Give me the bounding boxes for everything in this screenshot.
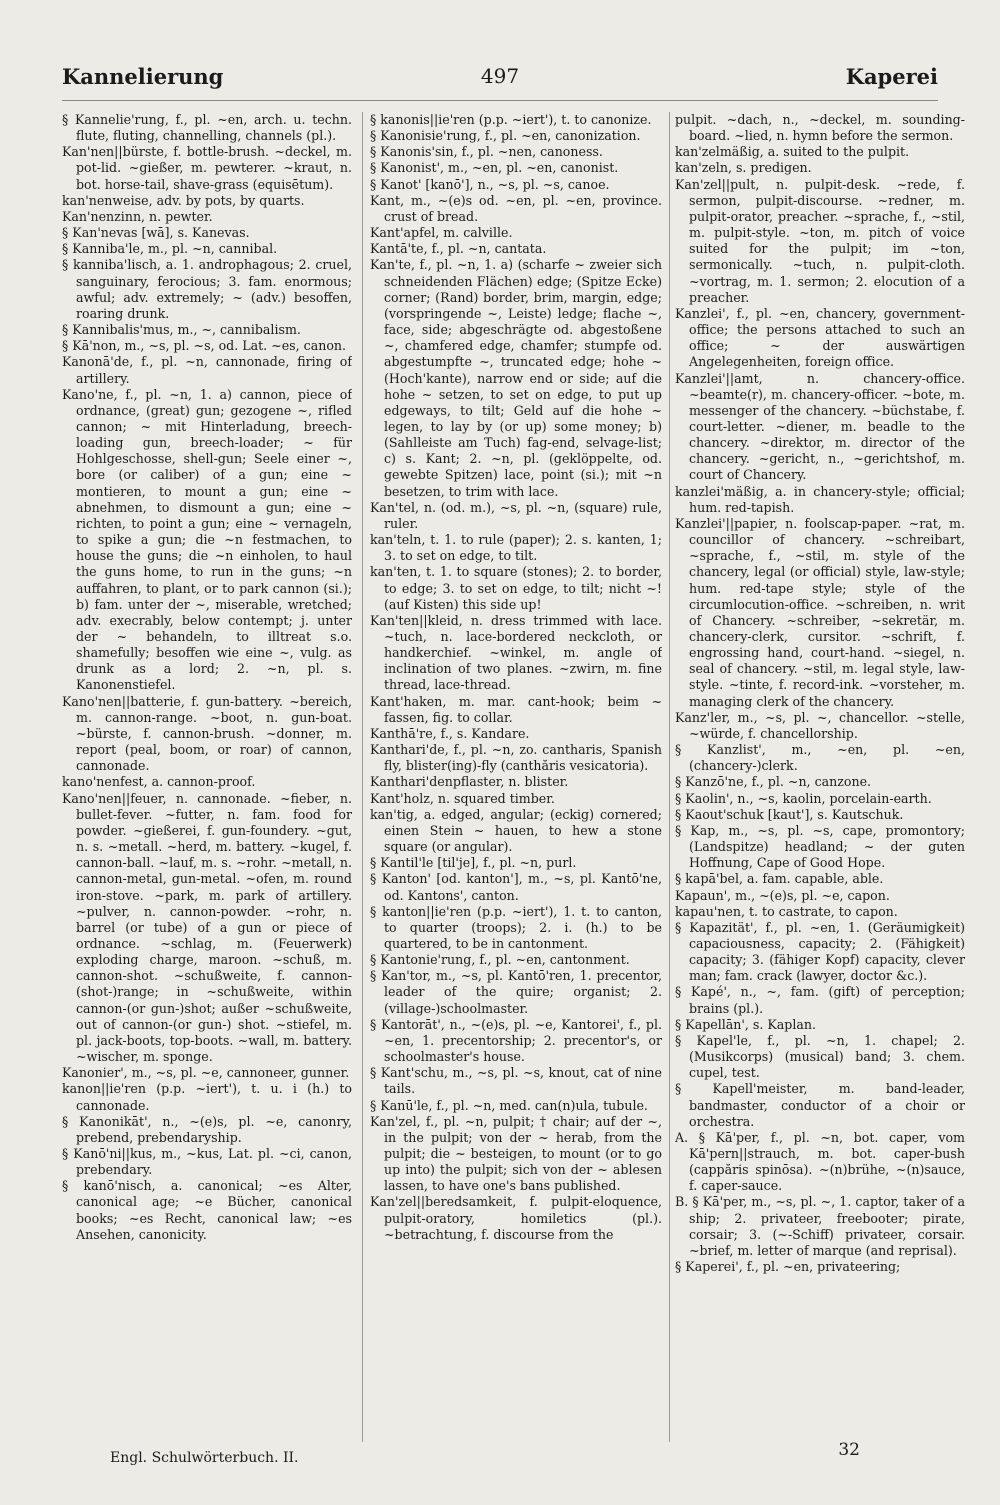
- column-divider: [669, 112, 670, 1442]
- dictionary-entry: Kanthari'de, f., pl. ~n, zo. cantharis, Spanish fly, blister(ing)-fly (canthăris vesicatoria).: [370, 742, 662, 774]
- page-number: 497: [480, 64, 520, 88]
- running-head: [62, 64, 938, 94]
- dictionary-entry: Kapaun', m., ~(e)s, pl. ~e, capon.: [675, 887, 890, 903]
- dictionary-entry: Kan'zel||pult, n. pulpit-desk. ~rede, f. sermon, pulpit-discourse. ~redner, m. pulpit-orator, preacher. ~sprache, f., ~stil, m. pulpit-style. ~ton, m. pitch of voice suited for the pulpit; im ~ton, sermonically. ~tuch, n. pulpit-cloth. ~vortrag, m. 1. sermon; 2. elocution of a preacher.: [675, 176, 965, 305]
- dictionary-entry: § Kantorāt', n., ~(e)s, pl. ~e, Kantorei', f., pl. ~en, 1. precentorship; 2. precentor's, or schoolmaster's house.: [370, 1016, 662, 1065]
- dictionary-entry: § Kant'schu, m., ~s, pl. ~s, knout, cat of nine tails.: [370, 1065, 662, 1097]
- dictionary-entry: § Kanton' [od. kanton'], m., ~s, pl. Kantō'ne, od. Kantons', canton.: [370, 871, 662, 903]
- dictionary-entry: Kano'nen||batterie, f. gun-battery. ~bereich, m. cannon-range. ~boot, n. gun-boat. ~bürste, f. cannon-brush. ~donner, m. report (peal, boom, or roar) of cannon, cannonade.: [62, 693, 352, 774]
- dictionary-entry: Kan'nenzinn, n. pewter.: [62, 208, 213, 224]
- dictionary-entry: Kanzlei'||amt, n. chancery-office. ~beamte(r), m. chancery-officer. ~bote, m. messenger of the chancery. ~büchstabe, f. court-letter. ~diener, m. beadle to the chancery. ~direktor, m. director of the chancery. ~gericht, n., ~gerichtshof, m. court of Chancery.: [675, 370, 965, 483]
- dictionary-entry: § Kannibalis'mus, m., ~, cannibalism.: [62, 322, 301, 338]
- dictionary-entry: § Kanniba'le, m., pl. ~n, cannibal.: [62, 241, 278, 257]
- dictionary-entry: § Kanū'le, f., pl. ~n, med. can(n)ula, tubule.: [370, 1097, 648, 1113]
- dictionary-entry: kanon||ie'ren (p.p. ~iert'), t. u. i (h.) to cannonade.: [62, 1081, 352, 1113]
- dictionary-entry: § Kanonikāt', n., ~(e)s, pl. ~e, canonry, prebend, prebendaryship.: [62, 1113, 352, 1145]
- dictionary-entry: B. § Kā'per, m., ~s, pl. ~, 1. captor, taker of a ship; 2. privateer, freebooter; pirate, corsair; 3. (~-Schiff) privateer, corsair. ~brief, m. letter of marque (and reprisal).: [675, 1194, 965, 1258]
- dictionary-entry: § Kanonist', m., ~en, pl. ~en, canonist.: [370, 160, 619, 176]
- dictionary-entry: § Kaout'schuk [kaut'], s. Kautschuk.: [675, 806, 904, 822]
- dictionary-entry: Kanthari'denpflaster, n. blister.: [370, 774, 569, 790]
- dictionary-entry: Kan'nen||bürste, f. bottle-brush. ~deckel, m. pot-lid. ~gießer, m. pewterer. ~kraut, n. bot. horse-tail, shave-grass (equisētum).: [62, 144, 352, 192]
- dictionary-entry: § kanō'nisch, a. canonical; ~es Alter, canonical age; ~e Bücher, canonical books; ~es Recht, canonical law; ~es Ansehen, canonicity.: [62, 1178, 352, 1242]
- dictionary-entry: § Kapel'le, f., pl. ~n, 1. chapel; 2. (Musikcorps) (musical) band; 3. chem. cupel, test.: [675, 1032, 965, 1081]
- dictionary-entry: kano'nenfest, a. cannon-proof.: [62, 774, 256, 790]
- entry-columns: [62, 112, 965, 1442]
- dictionary-entry: kan'teln, t. 1. to rule (paper); 2. s. kanten, 1; 3. to set on edge, to tilt.: [370, 532, 662, 564]
- dictionary-entry: § Kantil'le [til'je], f., pl. ~n, purl.: [370, 855, 577, 871]
- dictionary-entry: § Kantonie'rung, f., pl. ~en, cantonment.: [370, 952, 630, 968]
- dictionary-entry: kan'ten, t. 1. to square (stones); 2. to border, to edge; 3. to set on edge, to tilt; nicht ~! (auf Kisten) this side up!: [370, 564, 662, 612]
- dictionary-entry: § Kapellān', s. Kaplan.: [675, 1016, 816, 1032]
- dictionary-entry: § Kā'non, m., ~s, pl. ~s, od. Lat. ~es, canon.: [62, 338, 347, 354]
- dictionary-entry: § Kaolin', n., ~s, kaolin, porcelain-earth.: [675, 790, 932, 806]
- dictionary-entry: Kanzlei', f., pl. ~en, chancery, government-office; the persons attached to such an office; ~ der auswärtigen Angelegenheiten, foreign office.: [675, 305, 965, 370]
- column-2: [370, 112, 662, 1442]
- dictionary-entry: Kanonā'de, f., pl. ~n, cannonade, firing of artillery.: [62, 354, 352, 386]
- signature-number: 32: [838, 1440, 860, 1460]
- dictionary-entry: Kant'apfel, m. calville.: [370, 225, 513, 241]
- dictionary-entry: kan'nenweise, adv. by pots, by quarts.: [62, 192, 305, 208]
- dictionary-entry: § kanniba'lisch, a. 1. androphagous; 2. cruel, sanguinary, ferocious; 3. fam. enormous; awful; adv. extremely; ~ (adv.) besoffen, roaring drunk.: [62, 257, 352, 321]
- dictionary-entry: Kant'haken, m. mar. cant-hook; beim ~ fassen, fig. to collar.: [370, 693, 662, 725]
- dictionary-entry: A. § Kā'per, f., pl. ~n, bot. caper, vom Kā'pern||strauch, m. bot. caper-bush (cappăris spinōsa). ~(n)brühe, ~(n)sauce, f. caper-sauce.: [675, 1129, 965, 1194]
- dictionary-entry: § kanton||ie'ren (p.p. ~iert'), 1. t. to canton, to quarter (troops); 2. i. (h.) to be quartered, to be in cantonment.: [370, 903, 662, 951]
- column-1: [62, 112, 352, 1442]
- dictionary-entry: Kanz'ler, m., ~s, pl. ~, chancellor. ~stelle, ~würde, f. chancellorship.: [675, 709, 965, 741]
- dictionary-entry: Kanzlei'||papier, n. foolscap-paper. ~rat, m. councillor of chancery. ~schreibart, ~sprache, f., ~stil, m. style of the chancery, legal (or official) style, law-style; hum. red-tape style; style of the circumlocution-office. ~schreiben, n. writ of Chancery. ~schreiber, ~sekretär, m. chancery-clerk, cursitor. ~schrift, f. engrossing hand, court-hand. ~siegel, n. seal of chancery. ~stil, m. legal style, law-style. ~tinte, f. record-ink. ~vorsteher, m. managing clerk of the chancery.: [675, 515, 965, 709]
- dictionary-entry: § Kapazität', f., pl. ~en, 1. (Geräumigkeit) capaciousness, capacity; 2. (Fähigkeit) capacity; 3. (fähiger Kopf) capacity, clever man; fam. crack (lawyer, doctor &c.).: [675, 919, 965, 984]
- column-3: [675, 112, 965, 1442]
- dictionary-entry: Kan'te, f., pl. ~n, 1. a) (scharfe ~ zweier sich schneidenden Flächen) edge; (Spitze Ecke) corner; (Rand) border, brim, margin, edge; (vorspringende ~, Leiste) ledge; flache ~, face, side; abgeschrägte od. abgestoßene ~, chamfered edge, chamfer; stumpfe od. abgestumpfte ~, truncated edge; hohe ~ (Hoch'kante), narrow end or side; auf die hohe ~ setzen, to set on edge, to put up edgeways, to tilt; Geld auf die hohe ~ legen, to lay by (or up) some money; b) (Sahlleiste am Tuch) fag-end, selvage-list; c) s. Kant; 2. ~n, pl. (geklöppelte, od. gewebte Spitzen) lace, point (si.); mit ~n besetzen, to trim with lace.: [370, 257, 662, 499]
- dictionary-entry: § Kan'tor, m., ~s, pl. Kantō'ren, 1. precentor, leader of the quire; organist; 2. (village-)schoolmaster.: [370, 968, 662, 1016]
- dictionary-entry: § Kannelie'rung, f., pl. ~en, arch. u. techn. flute, fluting, channelling, channels (pl.).: [62, 112, 352, 144]
- column-divider: [362, 112, 363, 1442]
- dictionary-entry: Kant, m., ~(e)s od. ~en, pl. ~en, province. crust of bread.: [370, 192, 662, 224]
- dictionary-entry: kan'zeln, s. predigen.: [675, 160, 812, 176]
- dictionary-entry: kan'tig, a. edged, angular; (eckig) cornered; einen Stein ~ hauen, to hew a stone square (or angular).: [370, 806, 662, 855]
- dictionary-entry: § Kanot' [kanō'], n., ~s, pl. ~s, canoe.: [370, 176, 610, 192]
- dictionary-entry: Kanonier', m., ~s, pl. ~e, cannoneer, gunner.: [62, 1065, 350, 1081]
- dictionary-entry: Kantā'te, f., pl. ~n, cantata.: [370, 241, 547, 257]
- header-rule: [62, 100, 938, 101]
- dictionary-entry: Kan'zel, f., pl. ~n, pulpit; † chair; auf der ~, in the pulpit; von der ~ herab, from the pulpit; die ~ besteigen, to mount (or to go up into) the pulpit; sich von der ~ ablesen lassen, to have one's bans published.: [370, 1113, 662, 1194]
- dictionary-entry: § Kap, m., ~s, pl. ~s, cape, promontory; (Landspitze) headland; ~ der guten Hoffnung, Cape of Good Hope.: [675, 822, 965, 871]
- dictionary-entry: Kan'tel, n. (od. m.), ~s, pl. ~n, (square) rule, ruler.: [370, 499, 662, 531]
- dictionary-entry: § Kapell'meister, m. band-leader, bandmaster, conductor of a choir or orchestra.: [675, 1081, 965, 1129]
- dictionary-entry: kanzlei'mäßig, a. in chancery-style; official; hum. red-tapish.: [675, 483, 965, 515]
- dictionary-entry: Kant'holz, n. squared timber.: [370, 790, 555, 806]
- signature-line: Engl. Schulwörterbuch. II.: [110, 1450, 299, 1466]
- dictionary-entry: § kapā'bel, a. fam. capable, able.: [675, 871, 884, 887]
- dictionary-entry: pulpit. ~dach, n., ~deckel, m. sounding-board. ~lied, n. hymn before the sermon.: [675, 112, 965, 144]
- dictionary-entry: Kan'zel||beredsamkeit, f. pulpit-eloquence, pulpit-oratory, homiletics (pl.). ~betrachtung, f. discourse from the: [370, 1194, 662, 1242]
- dictionary-entry: § kanonis||ie'ren (p.p. ~iert'), t. to canonize.: [370, 112, 652, 127]
- header-left-guide-word: Kannelierung: [62, 64, 224, 89]
- dictionary-entry: § Kaperei', f., pl. ~en, privateering;: [675, 1259, 901, 1275]
- dictionary-entry: § Kapé', n., ~, fam. (gift) of perception; brains (pl.).: [675, 984, 965, 1016]
- dictionary-entry: Kano'ne, f., pl. ~n, 1. a) cannon, piece of ordnance, (great) gun; gezogene ~, rifled cannon; ~ mit Hinterladung, breech-loading gun, breech-loader; ~ für Hohlgeschosse, shell-gun; Seele einer ~, bore (or caliber) of a gun; eine ~ montieren, to mount a gun; eine ~ abnehmen, to dismount a gun; eine ~ richten, to point a gun; eine ~ vernageln, to spike a gun; die ~n festmachen, to house the guns; die ~n einholen, to haul the guns home, to run in the guns; ~n auffahren, to plant, or to park cannon (si.); b) fam. unter der ~, miserable, wretched; adv. execrably, below contempt; j. unter der ~ behandeln, to illtreat s.o. shamefully; besoffen wie eine ~, vulg. as drunk as a lord; 2. ~n, pl. s. Kanonenstiefel.: [62, 386, 352, 693]
- dictionary-entry: § Kanonis'sin, f., pl. ~nen, canoness.: [370, 144, 603, 160]
- dictionary-entry: Kano'nen||feuer, n. cannonade. ~fieber, n. bullet-fever. ~futter, n. fam. food for powder. ~gießerei, f. gun-foundery. ~gut, n. s. ~metall. ~herd, m. battery. ~kugel, f. cannon-ball. ~lauf, m. s. ~rohr. ~metall, n. cannon-metal, gun-metal. ~ofen, m. round iron-stove. ~park, m. park of artillery. ~pulver, n. cannon-powder. ~rohr, n. barrel (or tube) of a gun or piece of ordnance. ~schlag, m. (Feuerwerk) exploding charge, maroon. ~schuß, m. cannon-shot. ~schußweite, f. cannon-(shot-)range; in ~schußweite, within cannon-(or gun-)shot; außer ~schußweite, out of cannon-(or gun-) shot. ~stiefel, m. pl. jack-boots, top-boots. ~wall, m. battery. ~wischer, m. sponge.: [62, 790, 352, 1065]
- dictionary-entry: § Kanzlist', m., ~en, pl. ~en, (chancery-)clerk.: [675, 742, 965, 774]
- dictionary-entry: § Kanzō'ne, f., pl. ~n, canzone.: [675, 774, 872, 790]
- header-right-guide-word: Kaperei: [845, 64, 938, 89]
- dictionary-entry: kapau'nen, t. to castrate, to capon.: [675, 903, 898, 919]
- dictionary-entry: Kan'ten||kleid, n. dress trimmed with lace. ~tuch, n. lace-bordered neckcloth, or handkerchief. ~winkel, m. angle of inclination of two planes. ~zwirn, m. fine thread, lace-thread.: [370, 612, 662, 693]
- dictionary-entry: Kanthā're, f., s. Kandare.: [370, 725, 530, 741]
- dictionary-entry: § Kanō'ni||kus, m., ~kus, Lat. pl. ~ci, canon, prebendary.: [62, 1146, 352, 1178]
- dictionary-entry: § Kan'nevas [wā], s. Kanevas.: [62, 225, 250, 241]
- dictionary-entry: kan'zelmäßig, a. suited to the pulpit.: [675, 144, 910, 160]
- dictionary-entry: § Kanonisie'rung, f., pl. ~en, canonization.: [370, 128, 641, 144]
